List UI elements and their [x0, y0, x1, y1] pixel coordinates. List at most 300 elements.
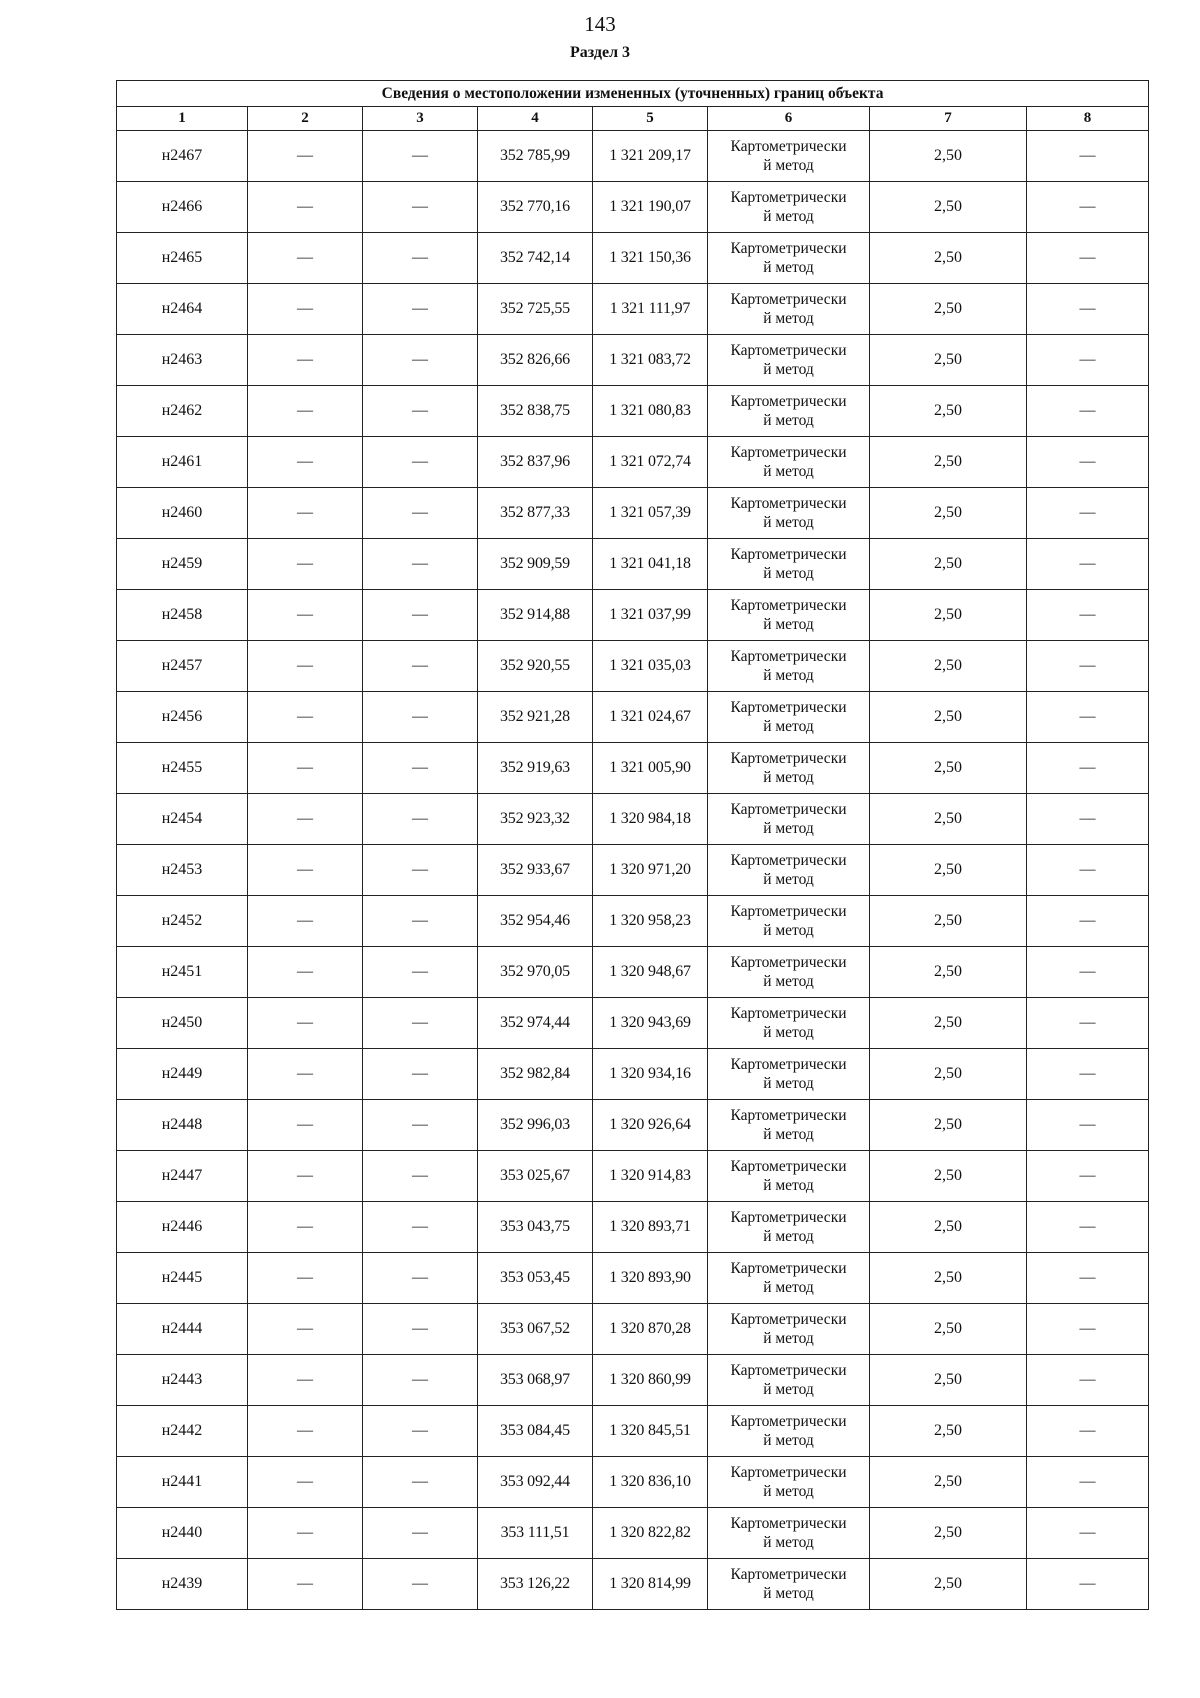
x-coordinate-cell: 353 084,45: [478, 1406, 593, 1457]
column-2-cell: —: [248, 845, 363, 896]
accuracy-cell: 2,50: [870, 386, 1027, 437]
method-line-1: Картометрически: [730, 1005, 847, 1022]
table-row: [117, 233, 1149, 284]
column-8-cell: —: [1027, 1202, 1149, 1253]
method-line-2: й метод: [763, 1330, 814, 1347]
table-row: [117, 947, 1149, 998]
method-cell: [708, 641, 870, 692]
column-3-cell: —: [363, 1049, 478, 1100]
y-coordinate-cell: 1 320 926,64: [593, 1100, 708, 1151]
table-row: [117, 896, 1149, 947]
method-cell: [708, 1457, 870, 1508]
method-line-2: й метод: [763, 1024, 814, 1041]
method-cell: [708, 182, 870, 233]
y-coordinate-cell: 1 320 984,18: [593, 794, 708, 845]
x-coordinate-cell: 352 785,99: [478, 131, 593, 182]
accuracy-cell: 2,50: [870, 539, 1027, 590]
page-number: 143: [584, 12, 616, 36]
column-8-cell: —: [1027, 947, 1149, 998]
column-8-cell: —: [1027, 1355, 1149, 1406]
column-8-cell: —: [1027, 1151, 1149, 1202]
table-row: [117, 1049, 1149, 1100]
accuracy-cell: 2,50: [870, 1559, 1027, 1610]
column-3-cell: —: [363, 641, 478, 692]
y-coordinate-cell: 1 320 934,16: [593, 1049, 708, 1100]
method-cell: [708, 284, 870, 335]
method-cell: [708, 386, 870, 437]
method-line-2: й метод: [763, 208, 814, 225]
accuracy-cell: 2,50: [870, 1049, 1027, 1100]
column-2-cell: —: [248, 1508, 363, 1559]
table-row: [117, 131, 1149, 182]
method-cell: [708, 896, 870, 947]
accuracy-cell: 2,50: [870, 692, 1027, 743]
method-line-1: Картометрически: [730, 240, 847, 257]
x-coordinate-cell: 353 126,22: [478, 1559, 593, 1610]
y-coordinate-cell: 1 321 024,67: [593, 692, 708, 743]
method-cell: [708, 794, 870, 845]
column-2-cell: —: [248, 233, 363, 284]
table-row: [117, 1202, 1149, 1253]
column-8-cell: —: [1027, 1304, 1149, 1355]
y-coordinate-cell: 1 321 080,83: [593, 386, 708, 437]
method-line-2: й метод: [763, 1432, 814, 1449]
method-line-2: й метод: [763, 310, 814, 327]
table-row: [117, 488, 1149, 539]
method-line-1: Картометрически: [730, 189, 847, 206]
accuracy-cell: 2,50: [870, 845, 1027, 896]
method-line-1: Картометрически: [730, 291, 847, 308]
x-coordinate-cell: 352 982,84: [478, 1049, 593, 1100]
accuracy-cell: 2,50: [870, 998, 1027, 1049]
method-cell: [708, 335, 870, 386]
method-line-1: Картометрически: [730, 699, 847, 716]
method-cell: [708, 1559, 870, 1610]
x-coordinate-cell: 352 970,05: [478, 947, 593, 998]
method-cell: [708, 437, 870, 488]
method-cell: [708, 947, 870, 998]
method-cell: [708, 743, 870, 794]
column-3-cell: —: [363, 1151, 478, 1202]
method-cell: [708, 488, 870, 539]
column-2-cell: —: [248, 743, 363, 794]
column-8-cell: —: [1027, 794, 1149, 845]
point-name-cell: н2465: [117, 233, 248, 284]
column-2-cell: —: [248, 386, 363, 437]
table-body: [117, 131, 1149, 1610]
column-3-cell: —: [363, 590, 478, 641]
column-2-cell: —: [248, 1151, 363, 1202]
y-coordinate-cell: 1 320 836,10: [593, 1457, 708, 1508]
method-cell: [708, 998, 870, 1049]
accuracy-cell: 2,50: [870, 488, 1027, 539]
x-coordinate-cell: 352 921,28: [478, 692, 593, 743]
y-coordinate-cell: 1 321 111,97: [593, 284, 708, 335]
point-name-cell: н2447: [117, 1151, 248, 1202]
column-2-cell: —: [248, 947, 363, 998]
point-name-cell: н2439: [117, 1559, 248, 1610]
method-line-1: Картометрически: [730, 495, 847, 512]
accuracy-cell: 2,50: [870, 1100, 1027, 1151]
method-line-2: й метод: [763, 1534, 814, 1551]
column-2-cell: —: [248, 1304, 363, 1355]
x-coordinate-cell: 352 742,14: [478, 233, 593, 284]
column-2-cell: —: [248, 590, 363, 641]
x-coordinate-cell: 353 067,52: [478, 1304, 593, 1355]
method-line-1: Картометрически: [730, 954, 847, 971]
column-2-cell: —: [248, 539, 363, 590]
accuracy-cell: 2,50: [870, 1202, 1027, 1253]
column-2-cell: —: [248, 284, 363, 335]
method-line-1: Картометрически: [730, 801, 847, 818]
column-3-cell: —: [363, 131, 478, 182]
point-name-cell: н2462: [117, 386, 248, 437]
y-coordinate-cell: 1 321 083,72: [593, 335, 708, 386]
column-8-cell: —: [1027, 1559, 1149, 1610]
column-8-cell: —: [1027, 896, 1149, 947]
table-row: [117, 1100, 1149, 1151]
y-coordinate-cell: 1 320 958,23: [593, 896, 708, 947]
y-coordinate-cell: 1 321 072,74: [593, 437, 708, 488]
x-coordinate-cell: 353 053,45: [478, 1253, 593, 1304]
point-name-cell: н2449: [117, 1049, 248, 1100]
method-line-2: й метод: [763, 412, 814, 429]
point-name-cell: н2452: [117, 896, 248, 947]
column-8-cell: —: [1027, 233, 1149, 284]
column-2-cell: —: [248, 488, 363, 539]
accuracy-cell: 2,50: [870, 641, 1027, 692]
accuracy-cell: 2,50: [870, 1304, 1027, 1355]
column-2-cell: —: [248, 692, 363, 743]
column-number: 1: [117, 107, 248, 131]
method-cell: [708, 845, 870, 896]
table-row: [117, 641, 1149, 692]
column-8-cell: —: [1027, 182, 1149, 233]
column-8-cell: —: [1027, 284, 1149, 335]
table-caption: Сведения о местоположении измененных (уточненных) границ объекта: [117, 81, 1149, 107]
method-cell: [708, 1100, 870, 1151]
column-2-cell: —: [248, 437, 363, 488]
column-3-cell: —: [363, 437, 478, 488]
column-8-cell: —: [1027, 539, 1149, 590]
column-2-cell: —: [248, 1049, 363, 1100]
point-name-cell: н2467: [117, 131, 248, 182]
column-8-cell: —: [1027, 1049, 1149, 1100]
column-3-cell: —: [363, 1457, 478, 1508]
table-row: [117, 1304, 1149, 1355]
column-number: 8: [1027, 107, 1149, 131]
method-line-1: Картометрически: [730, 903, 847, 920]
column-8-cell: —: [1027, 1406, 1149, 1457]
table-row: [117, 998, 1149, 1049]
y-coordinate-cell: 1 321 150,36: [593, 233, 708, 284]
column-2-cell: —: [248, 1406, 363, 1457]
column-2-cell: —: [248, 335, 363, 386]
column-2-cell: —: [248, 896, 363, 947]
column-3-cell: —: [363, 1355, 478, 1406]
y-coordinate-cell: 1 320 870,28: [593, 1304, 708, 1355]
method-line-1: Картометрически: [730, 1158, 847, 1175]
column-2-cell: —: [248, 641, 363, 692]
method-line-1: Картометрически: [730, 1311, 847, 1328]
x-coordinate-cell: 352 920,55: [478, 641, 593, 692]
method-line-1: Картометрически: [730, 1209, 847, 1226]
section-title: Раздел 3: [569, 44, 631, 61]
column-3-cell: —: [363, 1559, 478, 1610]
column-3-cell: —: [363, 947, 478, 998]
table-row: [117, 1151, 1149, 1202]
column-3-cell: —: [363, 233, 478, 284]
column-8-cell: —: [1027, 692, 1149, 743]
method-line-1: Картометрически: [730, 546, 847, 563]
column-2-cell: —: [248, 1559, 363, 1610]
method-line-2: й метод: [763, 1126, 814, 1143]
point-name-cell: н2455: [117, 743, 248, 794]
column-number: 3: [363, 107, 478, 131]
accuracy-cell: 2,50: [870, 1151, 1027, 1202]
accuracy-cell: 2,50: [870, 335, 1027, 386]
table-row: [117, 692, 1149, 743]
table-row: [117, 386, 1149, 437]
table-row: [117, 335, 1149, 386]
column-8-cell: —: [1027, 335, 1149, 386]
method-line-2: й метод: [763, 1177, 814, 1194]
accuracy-cell: 2,50: [870, 1508, 1027, 1559]
accuracy-cell: 2,50: [870, 182, 1027, 233]
column-8-cell: —: [1027, 590, 1149, 641]
method-line-1: Картометрически: [730, 1056, 847, 1073]
accuracy-cell: 2,50: [870, 233, 1027, 284]
x-coordinate-cell: 352 914,88: [478, 590, 593, 641]
column-2-cell: —: [248, 794, 363, 845]
method-line-2: й метод: [763, 1483, 814, 1500]
method-line-2: й метод: [763, 1381, 814, 1398]
column-8-cell: —: [1027, 1457, 1149, 1508]
method-line-2: й метод: [763, 361, 814, 378]
table-row: [117, 1253, 1149, 1304]
y-coordinate-cell: 1 320 914,83: [593, 1151, 708, 1202]
point-name-cell: н2461: [117, 437, 248, 488]
column-8-cell: —: [1027, 437, 1149, 488]
table-row: [117, 845, 1149, 896]
y-coordinate-cell: 1 321 041,18: [593, 539, 708, 590]
column-3-cell: —: [363, 182, 478, 233]
method-line-2: й метод: [763, 1279, 814, 1296]
x-coordinate-cell: 352 933,67: [478, 845, 593, 896]
column-3-cell: —: [363, 488, 478, 539]
method-cell: [708, 692, 870, 743]
table-row: [117, 437, 1149, 488]
column-2-cell: —: [248, 1100, 363, 1151]
method-line-2: й метод: [763, 157, 814, 174]
point-name-cell: н2464: [117, 284, 248, 335]
x-coordinate-cell: 353 025,67: [478, 1151, 593, 1202]
method-line-1: Картометрически: [730, 1260, 847, 1277]
column-3-cell: —: [363, 845, 478, 896]
y-coordinate-cell: 1 321 057,39: [593, 488, 708, 539]
column-8-cell: —: [1027, 1100, 1149, 1151]
point-name-cell: н2448: [117, 1100, 248, 1151]
column-8-cell: —: [1027, 1253, 1149, 1304]
method-cell: [708, 1304, 870, 1355]
column-8-cell: —: [1027, 845, 1149, 896]
column-number: 2: [248, 107, 363, 131]
method-cell: [708, 233, 870, 284]
column-3-cell: —: [363, 998, 478, 1049]
column-2-cell: —: [248, 131, 363, 182]
method-cell: [708, 1151, 870, 1202]
column-3-cell: —: [363, 1304, 478, 1355]
y-coordinate-cell: 1 320 845,51: [593, 1406, 708, 1457]
accuracy-cell: 2,50: [870, 1457, 1027, 1508]
boundary-coordinates-table: [116, 80, 1149, 1610]
y-coordinate-cell: 1 320 860,99: [593, 1355, 708, 1406]
point-name-cell: н2440: [117, 1508, 248, 1559]
x-coordinate-cell: 353 068,97: [478, 1355, 593, 1406]
method-line-2: й метод: [763, 463, 814, 480]
method-cell: [708, 1355, 870, 1406]
method-line-1: Картометрически: [730, 852, 847, 869]
point-name-cell: н2444: [117, 1304, 248, 1355]
method-line-2: й метод: [763, 259, 814, 276]
y-coordinate-cell: 1 321 209,17: [593, 131, 708, 182]
y-coordinate-cell: 1 320 822,82: [593, 1508, 708, 1559]
method-line-1: Картометрически: [730, 393, 847, 410]
x-coordinate-cell: 352 837,96: [478, 437, 593, 488]
y-coordinate-cell: 1 320 893,71: [593, 1202, 708, 1253]
column-3-cell: —: [363, 284, 478, 335]
method-line-2: й метод: [763, 973, 814, 990]
column-2-cell: —: [248, 1355, 363, 1406]
method-line-2: й метод: [763, 667, 814, 684]
column-2-cell: —: [248, 998, 363, 1049]
point-name-cell: н2459: [117, 539, 248, 590]
point-name-cell: н2446: [117, 1202, 248, 1253]
column-8-cell: —: [1027, 743, 1149, 794]
column-number: 5: [593, 107, 708, 131]
point-name-cell: н2458: [117, 590, 248, 641]
column-3-cell: —: [363, 1100, 478, 1151]
y-coordinate-cell: 1 320 948,67: [593, 947, 708, 998]
accuracy-cell: 2,50: [870, 590, 1027, 641]
method-line-1: Картометрически: [730, 1566, 847, 1583]
method-line-1: Картометрически: [730, 1362, 847, 1379]
x-coordinate-cell: 352 974,44: [478, 998, 593, 1049]
column-3-cell: —: [363, 539, 478, 590]
point-name-cell: н2466: [117, 182, 248, 233]
x-coordinate-cell: 352 826,66: [478, 335, 593, 386]
column-3-cell: —: [363, 1253, 478, 1304]
x-coordinate-cell: 352 770,16: [478, 182, 593, 233]
column-2-cell: —: [248, 1253, 363, 1304]
table-row: [117, 539, 1149, 590]
column-3-cell: —: [363, 692, 478, 743]
table-row: [117, 284, 1149, 335]
method-line-2: й метод: [763, 1228, 814, 1245]
accuracy-cell: 2,50: [870, 1253, 1027, 1304]
method-line-2: й метод: [763, 820, 814, 837]
column-8-cell: —: [1027, 131, 1149, 182]
method-line-1: Картометрически: [730, 138, 847, 155]
column-8-cell: —: [1027, 488, 1149, 539]
x-coordinate-cell: 353 092,44: [478, 1457, 593, 1508]
table-row: [117, 1559, 1149, 1610]
point-name-cell: н2450: [117, 998, 248, 1049]
point-name-cell: н2456: [117, 692, 248, 743]
column-2-cell: —: [248, 1202, 363, 1253]
point-name-cell: н2442: [117, 1406, 248, 1457]
method-line-2: й метод: [763, 871, 814, 888]
point-name-cell: н2441: [117, 1457, 248, 1508]
table-row: [117, 182, 1149, 233]
column-3-cell: —: [363, 1202, 478, 1253]
method-line-1: Картометрически: [730, 648, 847, 665]
x-coordinate-cell: 352 838,75: [478, 386, 593, 437]
point-name-cell: н2457: [117, 641, 248, 692]
x-coordinate-cell: 352 923,32: [478, 794, 593, 845]
x-coordinate-cell: 352 996,03: [478, 1100, 593, 1151]
column-2-cell: —: [248, 1457, 363, 1508]
method-line-2: й метод: [763, 616, 814, 633]
column-number: 6: [708, 107, 870, 131]
column-number-row: [117, 107, 1149, 131]
accuracy-cell: 2,50: [870, 947, 1027, 998]
x-coordinate-cell: 352 877,33: [478, 488, 593, 539]
y-coordinate-cell: 1 321 035,03: [593, 641, 708, 692]
method-line-1: Картометрически: [730, 1515, 847, 1532]
point-name-cell: н2463: [117, 335, 248, 386]
method-cell: [708, 1253, 870, 1304]
point-name-cell: н2451: [117, 947, 248, 998]
method-cell: [708, 1406, 870, 1457]
column-8-cell: —: [1027, 641, 1149, 692]
method-line-1: Картометрически: [730, 1464, 847, 1481]
table-row: [117, 743, 1149, 794]
y-coordinate-cell: 1 321 005,90: [593, 743, 708, 794]
accuracy-cell: 2,50: [870, 1406, 1027, 1457]
table-row: [117, 1457, 1149, 1508]
table-row: [117, 1355, 1149, 1406]
x-coordinate-cell: 353 111,51: [478, 1508, 593, 1559]
accuracy-cell: 2,50: [870, 131, 1027, 182]
accuracy-cell: 2,50: [870, 1355, 1027, 1406]
method-cell: [708, 1508, 870, 1559]
column-8-cell: —: [1027, 1508, 1149, 1559]
method-line-1: Картометрически: [730, 750, 847, 767]
method-line-2: й метод: [763, 718, 814, 735]
column-number: 4: [478, 107, 593, 131]
method-line-2: й метод: [763, 922, 814, 939]
method-line-2: й метод: [763, 565, 814, 582]
method-line-1: Картометрически: [730, 1413, 847, 1430]
y-coordinate-cell: 1 320 971,20: [593, 845, 708, 896]
method-line-2: й метод: [763, 1075, 814, 1092]
method-cell: [708, 1049, 870, 1100]
accuracy-cell: 2,50: [870, 896, 1027, 947]
column-3-cell: —: [363, 1508, 478, 1559]
accuracy-cell: 2,50: [870, 437, 1027, 488]
column-3-cell: —: [363, 743, 478, 794]
y-coordinate-cell: 1 320 814,99: [593, 1559, 708, 1610]
x-coordinate-cell: 352 954,46: [478, 896, 593, 947]
method-cell: [708, 539, 870, 590]
method-line-1: Картометрически: [730, 597, 847, 614]
method-line-1: Картометрически: [730, 444, 847, 461]
x-coordinate-cell: 353 043,75: [478, 1202, 593, 1253]
method-line-1: Картометрически: [730, 1107, 847, 1124]
column-3-cell: —: [363, 1406, 478, 1457]
y-coordinate-cell: 1 320 893,90: [593, 1253, 708, 1304]
